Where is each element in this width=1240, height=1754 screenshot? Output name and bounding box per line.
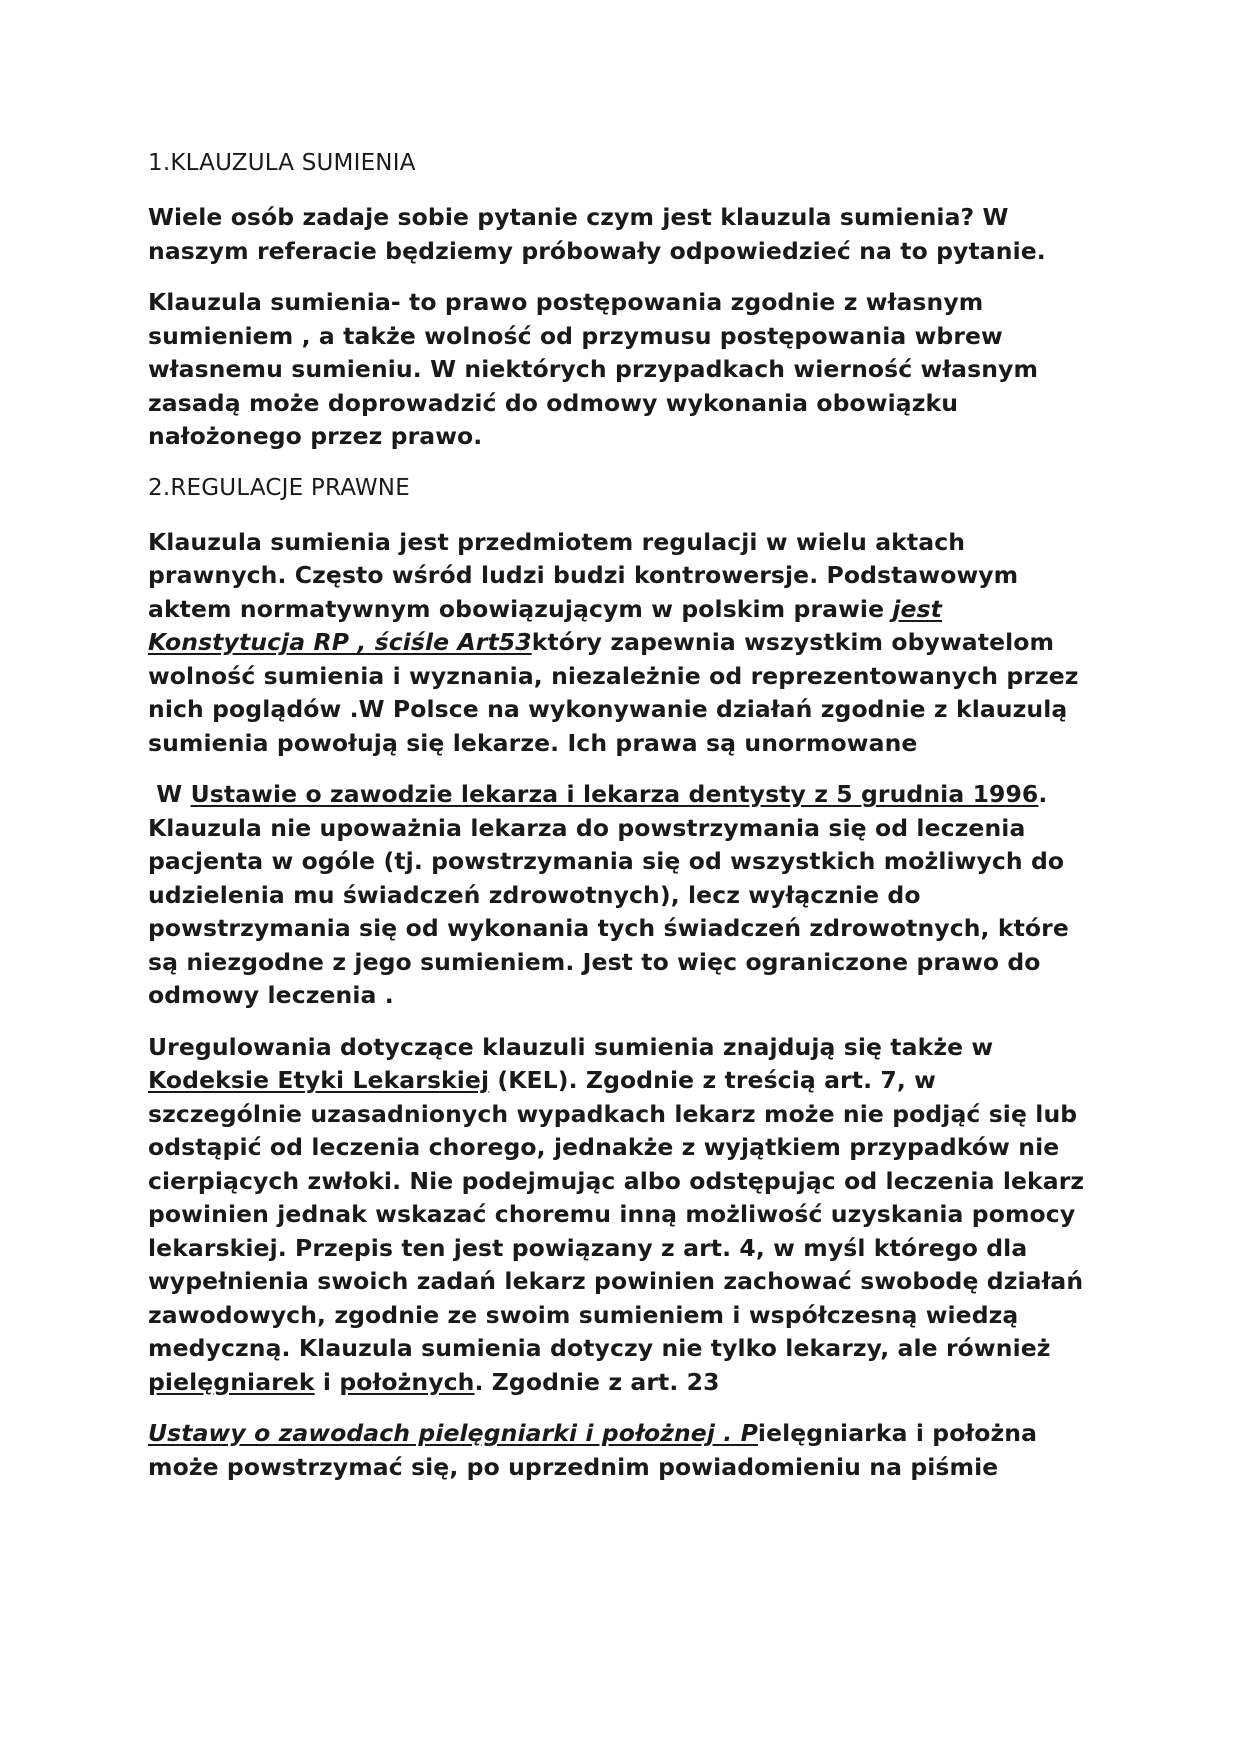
section-2-heading: 2.REGULACJE PRAWNE (148, 474, 410, 501)
midwives-link[interactable]: położnych (339, 1367, 475, 1396)
section-2-paragraph-1 (148, 526, 1088, 761)
paragraph-text: . Zgodnie z art. 23 (474, 1367, 720, 1396)
nurses-link[interactable]: pielęgniarek (148, 1367, 315, 1396)
doctor-act-link[interactable]: Ustawie o zawodzie lekarza i lekarza dentysty z 5 grudnia 1996 (190, 780, 1039, 808)
paragraph-text: Uregulowania dotyczące klauzuli sumienia znajdują się także w (148, 1032, 994, 1061)
paragraph-text: W (148, 780, 191, 808)
paragraph-text: (KEL). Zgodnie z treścią art. 7, w szczególnie uzasadnionych wypadkach lekarz może nie podjąć się lub odstąpić od leczenia chorego, jednakże z wyjątkiem przypadków nie cierpiących zwłoki. Nie podejmując albo odstępując od leczenia lekarz powinien jednak wskazać choremu inną możliwość uzyskania pomocy lekarskiej. Przepis ten jest powiązany z art. 4, w myśl którego dla wypełnienia swoich zadań lekarz powinien zachować swobodę działań zawodowych, zgodnie ze swoim sumieniem i współczesną wiedzą medyczną. Klauzula sumienia dotyczy nie tylko lekarzy, ale również (148, 1066, 1085, 1362)
nursing-act-link[interactable]: Ustawy o zawodach pielęgniarki i położnej . P (148, 1419, 758, 1447)
section-2-paragraph-2 (148, 778, 1088, 1013)
paragraph-text: ielęgniarka i położna może powstrzymać się, po uprzednim powiadomieniu na piśmie (148, 1419, 1038, 1481)
constitution-link[interactable]: jest Konstytucja RP , ściśle Art53 (148, 594, 943, 656)
section-2-paragraph-4 (148, 1417, 1088, 1484)
paragraph-text: który zapewnia wszystkim obywatelom wolność sumienia i wyznania, niezależnie od reprezentowanych przez nich poglądów .W Polsce na wykonywanie działań zgodnie z klauzulą sumienia powołują się lekarze. Ich prawa są unormowane (148, 628, 1079, 757)
paragraph-text: Klauzula sumienia jest przedmiotem regulacji w wielu aktach prawnych. Często wśród ludzi budzi kontrowersje. Podstawowym aktem normatywnym obowiązującym w polskim prawie (148, 527, 1019, 623)
section-1-paragraph-2: Klauzula sumienia- to prawo postępowania zgodnie z własnym sumieniem , a także wolność od przymusu postępowania wbrew własnemu sumieniu. W niektórych przypadkach wierność własnym zasadą może doprowadzić do odmowy wykonania obowiązku nałożonego przez prawo. (148, 288, 1039, 450)
ethics-code-link[interactable]: Kodeksie Etyki Lekarskiej (148, 1066, 490, 1094)
section-2-paragraph-3 (148, 1031, 1088, 1400)
paragraph-text: . Klauzula nie upoważnia lekarza do powstrzymania się od leczenia pacjenta w ogóle (tj. powstrzymania się od wszystkich możliwych do udzielenia mu świadczeń zdrowotnych), lecz wyłącznie do powstrzymania się od wykonania tych świadczeń zdrowotnych, które są niezgodne z jego sumieniem. Jest to więc ograniczone prawo do odmowy leczenia . (148, 780, 1069, 1009)
document-page (148, 147, 1088, 1502)
section-1-paragraph-1: Wiele osób zadaje sobie pytanie czym jest klauzula sumienia? W naszym referacie będziemy próbowały odpowiedzieć na to pytanie. (148, 203, 1046, 265)
section-1-heading: 1.KLAUZULA SUMIENIA (148, 150, 416, 176)
paragraph-text: i (314, 1367, 340, 1396)
